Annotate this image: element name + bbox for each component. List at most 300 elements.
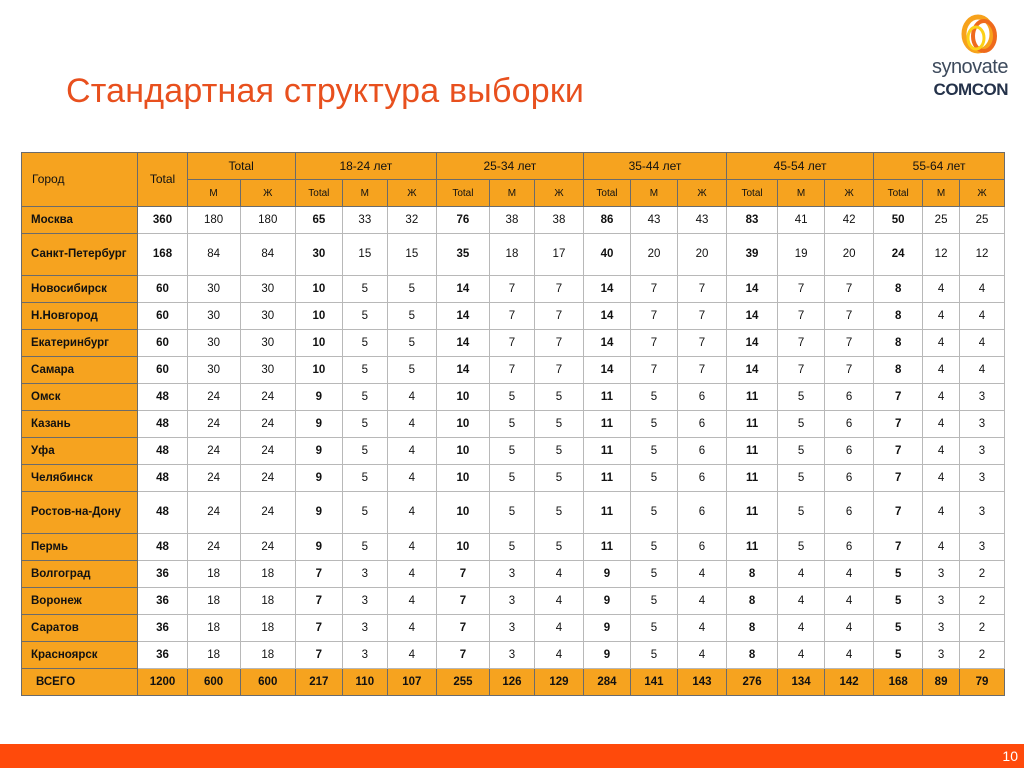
age-total-cell: 7 xyxy=(874,438,923,465)
male-cell: 30 xyxy=(187,357,240,384)
age-total-cell: 14 xyxy=(436,330,489,357)
age-male-cell: 7 xyxy=(630,357,677,384)
age-total-cell: 14 xyxy=(583,303,630,330)
city-cell: Воронеж xyxy=(22,588,138,615)
male-cell: 30 xyxy=(187,303,240,330)
total-cell: 36 xyxy=(138,642,187,669)
age-male-cell: 5 xyxy=(778,465,825,492)
city-cell: Н.Новгород xyxy=(22,303,138,330)
age-female-cell: 5 xyxy=(387,330,436,357)
age-female-cell: 4 xyxy=(677,615,726,642)
age-total-cell: 11 xyxy=(727,411,778,438)
age-female-cell: 143 xyxy=(677,669,726,696)
city-cell: Волгоград xyxy=(22,561,138,588)
total-cell: 48 xyxy=(138,438,187,465)
subheader-f: Ж xyxy=(387,180,436,207)
female-cell: 24 xyxy=(240,384,295,411)
age-male-cell: 43 xyxy=(630,207,677,234)
male-cell: 180 xyxy=(187,207,240,234)
age-total-cell: 10 xyxy=(295,303,342,330)
total-cell: 36 xyxy=(138,588,187,615)
age-total-cell: 9 xyxy=(295,465,342,492)
male-cell: 30 xyxy=(187,276,240,303)
footer-bar xyxy=(0,744,1024,768)
female-cell: 24 xyxy=(240,534,295,561)
age-female-cell: 2 xyxy=(959,561,1004,588)
table-row xyxy=(22,303,1005,330)
age-male-cell: 5 xyxy=(630,588,677,615)
age-male-cell: 4 xyxy=(923,465,960,492)
age-total-cell: 10 xyxy=(295,330,342,357)
age-total-cell: 255 xyxy=(436,669,489,696)
sample-structure-table xyxy=(21,152,1005,696)
age-male-cell: 5 xyxy=(630,561,677,588)
total-cell: 48 xyxy=(138,384,187,411)
age-male-cell: 5 xyxy=(342,357,387,384)
age-male-cell: 25 xyxy=(923,207,960,234)
age-total-cell: 9 xyxy=(583,561,630,588)
age-female-cell: 3 xyxy=(959,534,1004,561)
table-row xyxy=(22,642,1005,669)
table-row xyxy=(22,384,1005,411)
city-cell: Новосибирск xyxy=(22,276,138,303)
total-cell: 48 xyxy=(138,465,187,492)
age-male-cell: 5 xyxy=(342,465,387,492)
age-total-cell: 39 xyxy=(727,234,778,276)
age-total-cell: 7 xyxy=(874,384,923,411)
age-male-cell: 5 xyxy=(342,438,387,465)
age-total-cell: 10 xyxy=(436,384,489,411)
age-total-cell: 8 xyxy=(874,303,923,330)
age-female-cell: 5 xyxy=(534,534,583,561)
age-total-cell: 7 xyxy=(295,561,342,588)
age-male-cell: 141 xyxy=(630,669,677,696)
age-female-cell: 43 xyxy=(677,207,726,234)
age-female-cell: 4 xyxy=(387,384,436,411)
age-female-cell: 7 xyxy=(825,276,874,303)
age-female-cell: 4 xyxy=(534,615,583,642)
age-total-cell: 86 xyxy=(583,207,630,234)
age-male-cell: 4 xyxy=(923,534,960,561)
age-total-cell: 10 xyxy=(436,411,489,438)
age-male-cell: 5 xyxy=(489,534,534,561)
city-cell: Ростов-на-Дону xyxy=(22,492,138,534)
age-male-cell: 4 xyxy=(923,303,960,330)
total-cell: 360 xyxy=(138,207,187,234)
age-total-cell: 7 xyxy=(436,615,489,642)
age-female-cell: 79 xyxy=(959,669,1004,696)
age-male-cell: 134 xyxy=(778,669,825,696)
age-female-cell: 4 xyxy=(825,588,874,615)
table-row xyxy=(22,492,1005,534)
age-total-cell: 7 xyxy=(874,534,923,561)
age-male-cell: 5 xyxy=(489,411,534,438)
age-female-cell: 7 xyxy=(825,357,874,384)
subheader-total: Total xyxy=(583,180,630,207)
age-male-cell: 3 xyxy=(923,588,960,615)
age-female-cell: 4 xyxy=(534,642,583,669)
subheader-m: М xyxy=(630,180,677,207)
age-total-cell: 7 xyxy=(295,642,342,669)
age-total-cell: 5 xyxy=(874,561,923,588)
age-female-cell: 107 xyxy=(387,669,436,696)
age-male-cell: 5 xyxy=(489,465,534,492)
age-male-cell: 5 xyxy=(342,276,387,303)
male-cell: 24 xyxy=(187,465,240,492)
table-row xyxy=(22,357,1005,384)
age-male-cell: 4 xyxy=(778,642,825,669)
age-female-cell: 4 xyxy=(825,642,874,669)
age-male-cell: 5 xyxy=(630,384,677,411)
male-cell: 84 xyxy=(187,234,240,276)
age-female-cell: 4 xyxy=(825,615,874,642)
age-female-cell: 4 xyxy=(534,561,583,588)
age-female-cell: 5 xyxy=(534,492,583,534)
age-male-cell: 5 xyxy=(489,492,534,534)
age-female-cell: 25 xyxy=(959,207,1004,234)
age-female-cell: 7 xyxy=(534,330,583,357)
age-female-cell: 4 xyxy=(959,330,1004,357)
slide-title: Стандартная структура выборки xyxy=(66,72,585,110)
age-female-cell: 4 xyxy=(959,303,1004,330)
male-cell: 30 xyxy=(187,330,240,357)
age-female-cell: 4 xyxy=(387,411,436,438)
age-total-cell: 10 xyxy=(295,357,342,384)
age-female-cell: 15 xyxy=(387,234,436,276)
age-total-cell: 11 xyxy=(583,438,630,465)
age-female-cell: 4 xyxy=(959,357,1004,384)
age-male-cell: 5 xyxy=(630,465,677,492)
total-cell: 36 xyxy=(138,561,187,588)
age-male-cell: 5 xyxy=(630,534,677,561)
age-total-cell: 7 xyxy=(295,615,342,642)
age-female-cell: 3 xyxy=(959,438,1004,465)
age-total-cell: 8 xyxy=(727,642,778,669)
age-female-cell: 4 xyxy=(387,615,436,642)
age-female-cell: 7 xyxy=(677,303,726,330)
age-total-cell: 5 xyxy=(874,615,923,642)
age-male-cell: 3 xyxy=(489,642,534,669)
age-total-cell: 35 xyxy=(436,234,489,276)
age-total-cell: 9 xyxy=(295,384,342,411)
age-total-cell: 5 xyxy=(874,588,923,615)
age-female-cell: 4 xyxy=(387,642,436,669)
age-male-cell: 38 xyxy=(489,207,534,234)
subheader-total: Total xyxy=(436,180,489,207)
age-male-cell: 7 xyxy=(630,330,677,357)
total-cell: 36 xyxy=(138,615,187,642)
age-male-cell: 5 xyxy=(778,438,825,465)
age-total-cell: 40 xyxy=(583,234,630,276)
age-total-cell: 8 xyxy=(874,276,923,303)
age-male-cell: 3 xyxy=(489,615,534,642)
age-female-cell: 5 xyxy=(534,384,583,411)
age-total-cell: 14 xyxy=(583,357,630,384)
age-female-cell: 5 xyxy=(387,276,436,303)
total-row xyxy=(22,669,1005,696)
age-total-cell: 76 xyxy=(436,207,489,234)
age-male-cell: 5 xyxy=(630,642,677,669)
age-female-cell: 20 xyxy=(677,234,726,276)
female-cell: 18 xyxy=(240,588,295,615)
age-female-cell: 4 xyxy=(534,588,583,615)
age-male-cell: 4 xyxy=(923,357,960,384)
age-female-cell: 3 xyxy=(959,384,1004,411)
age-total-cell: 10 xyxy=(436,465,489,492)
total-cell: 60 xyxy=(138,330,187,357)
age-total-cell: 11 xyxy=(583,465,630,492)
table-row xyxy=(22,588,1005,615)
age-female-cell: 7 xyxy=(825,303,874,330)
age-total-cell: 11 xyxy=(583,492,630,534)
age-total-cell: 10 xyxy=(436,534,489,561)
age-total-cell: 9 xyxy=(583,588,630,615)
page-number: 10 xyxy=(1002,748,1018,764)
logo-rings-icon xyxy=(956,12,1006,60)
age-total-cell: 8 xyxy=(874,357,923,384)
age-total-cell: 8 xyxy=(727,588,778,615)
group-header-55-64: 55-64 лет xyxy=(874,153,1005,180)
female-cell: 24 xyxy=(240,411,295,438)
age-female-cell: 4 xyxy=(387,534,436,561)
age-male-cell: 33 xyxy=(342,207,387,234)
age-female-cell: 6 xyxy=(677,411,726,438)
city-cell: Самара xyxy=(22,357,138,384)
age-male-cell: 5 xyxy=(778,384,825,411)
subheader-m: М xyxy=(489,180,534,207)
male-cell: 24 xyxy=(187,411,240,438)
age-total-cell: 14 xyxy=(727,303,778,330)
age-female-cell: 4 xyxy=(387,588,436,615)
female-cell: 30 xyxy=(240,276,295,303)
age-male-cell: 7 xyxy=(778,303,825,330)
female-cell: 30 xyxy=(240,330,295,357)
age-total-cell: 7 xyxy=(874,411,923,438)
male-cell: 24 xyxy=(187,384,240,411)
subheader-f: Ж xyxy=(534,180,583,207)
table-row xyxy=(22,534,1005,561)
age-total-cell: 9 xyxy=(583,615,630,642)
age-total-cell: 9 xyxy=(295,492,342,534)
age-male-cell: 4 xyxy=(778,588,825,615)
age-male-cell: 5 xyxy=(489,438,534,465)
age-female-cell: 4 xyxy=(677,561,726,588)
age-total-cell: 168 xyxy=(874,669,923,696)
age-male-cell: 41 xyxy=(778,207,825,234)
age-male-cell: 5 xyxy=(630,438,677,465)
age-total-cell: 9 xyxy=(295,411,342,438)
age-male-cell: 3 xyxy=(489,561,534,588)
age-female-cell: 7 xyxy=(534,357,583,384)
female-cell: 30 xyxy=(240,303,295,330)
age-male-cell: 3 xyxy=(342,642,387,669)
age-female-cell: 4 xyxy=(677,642,726,669)
total-cell: 48 xyxy=(138,411,187,438)
age-female-cell: 4 xyxy=(959,276,1004,303)
city-cell: Красноярск xyxy=(22,642,138,669)
age-total-cell: 11 xyxy=(583,534,630,561)
male-cell: 18 xyxy=(187,561,240,588)
age-female-cell: 7 xyxy=(534,276,583,303)
age-total-cell: 7 xyxy=(436,642,489,669)
male-cell: 600 xyxy=(187,669,240,696)
age-female-cell: 32 xyxy=(387,207,436,234)
female-cell: 18 xyxy=(240,615,295,642)
age-female-cell: 6 xyxy=(677,465,726,492)
age-total-cell: 30 xyxy=(295,234,342,276)
age-male-cell: 5 xyxy=(342,384,387,411)
subheader-total: Total xyxy=(874,180,923,207)
age-male-cell: 5 xyxy=(778,492,825,534)
male-cell: 24 xyxy=(187,492,240,534)
age-total-cell: 14 xyxy=(436,276,489,303)
age-male-cell: 5 xyxy=(342,303,387,330)
age-male-cell: 5 xyxy=(630,411,677,438)
age-male-cell: 3 xyxy=(342,588,387,615)
female-cell: 24 xyxy=(240,438,295,465)
age-total-cell: 7 xyxy=(874,492,923,534)
age-male-cell: 89 xyxy=(923,669,960,696)
age-total-cell: 9 xyxy=(295,438,342,465)
city-cell: Саратов xyxy=(22,615,138,642)
age-female-cell: 2 xyxy=(959,642,1004,669)
female-cell: 84 xyxy=(240,234,295,276)
age-male-cell: 15 xyxy=(342,234,387,276)
age-male-cell: 7 xyxy=(489,303,534,330)
subheader-m: М xyxy=(187,180,240,207)
synovate-comcon-logo xyxy=(886,12,1016,98)
age-female-cell: 6 xyxy=(825,384,874,411)
subheader-total: Total xyxy=(727,180,778,207)
age-total-cell: 11 xyxy=(727,384,778,411)
age-male-cell: 5 xyxy=(630,615,677,642)
age-female-cell: 6 xyxy=(677,534,726,561)
age-total-cell: 11 xyxy=(583,384,630,411)
age-total-cell: 14 xyxy=(727,330,778,357)
city-column-header: Город xyxy=(22,153,138,207)
age-female-cell: 3 xyxy=(959,465,1004,492)
age-male-cell: 7 xyxy=(489,276,534,303)
age-female-cell: 6 xyxy=(825,534,874,561)
age-male-cell: 5 xyxy=(342,534,387,561)
male-cell: 18 xyxy=(187,588,240,615)
age-female-cell: 3 xyxy=(959,411,1004,438)
group-header-total: Total xyxy=(187,153,295,180)
table-row xyxy=(22,411,1005,438)
city-cell: Санкт-Петербург xyxy=(22,234,138,276)
age-total-cell: 276 xyxy=(727,669,778,696)
age-total-cell: 10 xyxy=(295,276,342,303)
total-cell: 48 xyxy=(138,492,187,534)
age-female-cell: 42 xyxy=(825,207,874,234)
age-male-cell: 3 xyxy=(923,561,960,588)
female-cell: 24 xyxy=(240,465,295,492)
age-male-cell: 19 xyxy=(778,234,825,276)
table-row xyxy=(22,330,1005,357)
age-male-cell: 3 xyxy=(489,588,534,615)
age-male-cell: 4 xyxy=(923,384,960,411)
age-female-cell: 4 xyxy=(387,492,436,534)
age-male-cell: 18 xyxy=(489,234,534,276)
age-female-cell: 4 xyxy=(387,561,436,588)
group-header-25-34: 25-34 лет xyxy=(436,153,583,180)
age-total-cell: 7 xyxy=(874,465,923,492)
table-body xyxy=(22,207,1005,696)
age-total-cell: 8 xyxy=(727,615,778,642)
age-male-cell: 4 xyxy=(923,330,960,357)
table-row xyxy=(22,438,1005,465)
age-total-cell: 14 xyxy=(583,276,630,303)
city-cell: Казань xyxy=(22,411,138,438)
age-female-cell: 4 xyxy=(387,465,436,492)
age-total-cell: 217 xyxy=(295,669,342,696)
age-total-cell: 7 xyxy=(436,588,489,615)
subheader-m: М xyxy=(923,180,960,207)
age-male-cell: 4 xyxy=(923,411,960,438)
age-total-cell: 8 xyxy=(874,330,923,357)
age-female-cell: 4 xyxy=(387,438,436,465)
age-total-cell: 14 xyxy=(436,357,489,384)
city-cell: Уфа xyxy=(22,438,138,465)
age-male-cell: 7 xyxy=(630,303,677,330)
group-header-35-44: 35-44 лет xyxy=(583,153,726,180)
female-cell: 180 xyxy=(240,207,295,234)
age-total-cell: 7 xyxy=(295,588,342,615)
age-female-cell: 6 xyxy=(677,384,726,411)
age-male-cell: 7 xyxy=(630,276,677,303)
age-total-cell: 11 xyxy=(727,438,778,465)
age-female-cell: 6 xyxy=(825,438,874,465)
age-female-cell: 7 xyxy=(825,330,874,357)
total-cell: 1200 xyxy=(138,669,187,696)
age-female-cell: 5 xyxy=(534,411,583,438)
age-female-cell: 3 xyxy=(959,492,1004,534)
table-row xyxy=(22,207,1005,234)
age-total-cell: 11 xyxy=(583,411,630,438)
age-female-cell: 4 xyxy=(677,588,726,615)
age-total-cell: 10 xyxy=(436,492,489,534)
age-total-cell: 11 xyxy=(727,492,778,534)
age-male-cell: 12 xyxy=(923,234,960,276)
female-cell: 18 xyxy=(240,642,295,669)
table-row xyxy=(22,465,1005,492)
age-total-cell: 284 xyxy=(583,669,630,696)
age-total-cell: 50 xyxy=(874,207,923,234)
age-total-cell: 11 xyxy=(727,534,778,561)
age-total-cell: 14 xyxy=(727,276,778,303)
group-header-18-24: 18-24 лет xyxy=(295,153,436,180)
male-cell: 24 xyxy=(187,438,240,465)
age-male-cell: 4 xyxy=(923,276,960,303)
subheader-f: Ж xyxy=(825,180,874,207)
age-female-cell: 6 xyxy=(677,492,726,534)
age-total-cell: 11 xyxy=(727,465,778,492)
age-male-cell: 4 xyxy=(923,438,960,465)
total-cell: 60 xyxy=(138,303,187,330)
age-total-cell: 14 xyxy=(583,330,630,357)
age-female-cell: 7 xyxy=(534,303,583,330)
city-cell: ВСЕГО xyxy=(22,669,138,696)
age-total-cell: 9 xyxy=(583,642,630,669)
table-row xyxy=(22,276,1005,303)
age-female-cell: 38 xyxy=(534,207,583,234)
subheader-total: Total xyxy=(295,180,342,207)
female-cell: 30 xyxy=(240,357,295,384)
age-female-cell: 142 xyxy=(825,669,874,696)
age-male-cell: 4 xyxy=(778,615,825,642)
subheader-f: Ж xyxy=(240,180,295,207)
age-female-cell: 17 xyxy=(534,234,583,276)
